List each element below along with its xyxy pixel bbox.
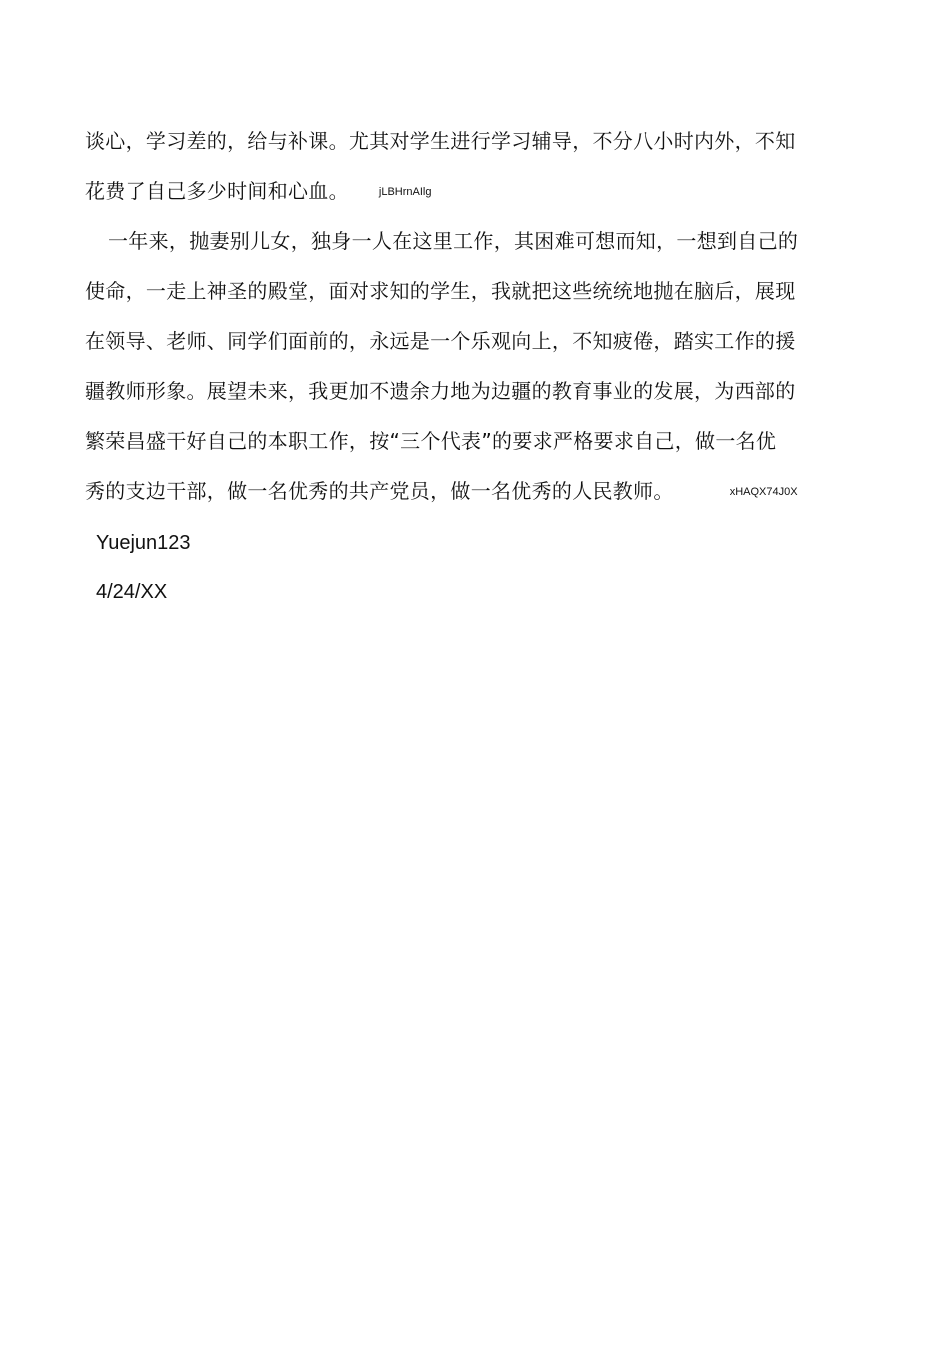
paragraph-text: 疆教师形象。展望未来，我更加不遗余力地为边疆的教育事业的发展，为西部的	[85, 379, 796, 403]
paragraph-text: 一年来，抛妻别儿女，独身一人在这里工作，其困难可想而知，一想到自己的	[108, 229, 799, 253]
paragraph-2-line-6	[85, 477, 798, 507]
paragraph-text: 谈心，学习差的，给与补课。尤其对学生进行学习辅导，不分八小时内外，不知	[85, 129, 796, 153]
paragraph-2-line-5	[85, 427, 776, 455]
paragraph-2-line-4	[85, 377, 796, 405]
paragraph-text: 秀的支边干部，做一名优秀的共产党员，做一名优秀的人民教师。	[85, 479, 674, 503]
paragraph-text: 使命，一走上神圣的殿堂，面对求知的学生，我就把这些统统地抛在脑后，展现	[85, 279, 796, 303]
paragraph-text: 花费了自己多少时间和心血。	[85, 179, 349, 203]
paragraph-2-line-2	[85, 277, 796, 305]
paragraph-2-line-3	[85, 327, 796, 355]
paragraph-1-line-2	[85, 177, 431, 207]
paragraph-text: 繁荣昌盛干好自己的本职工作，按“三个代表”的要求严格要求自己，做一名优	[85, 429, 777, 453]
paragraph-1-line-1	[85, 127, 796, 155]
watermark-tag: jLBHrnAIlg	[378, 185, 432, 198]
watermark-tag: xHAQX74J0X	[729, 485, 798, 498]
paragraph-2-line-1	[108, 227, 798, 255]
paragraph-text: 在领导、老师、同学们面前的，永远是一个乐观向上，不知疲倦，踏实工作的援	[85, 329, 796, 353]
signature-date: 4/24/XX	[96, 581, 168, 603]
signature-author: Yuejun123	[96, 532, 191, 554]
